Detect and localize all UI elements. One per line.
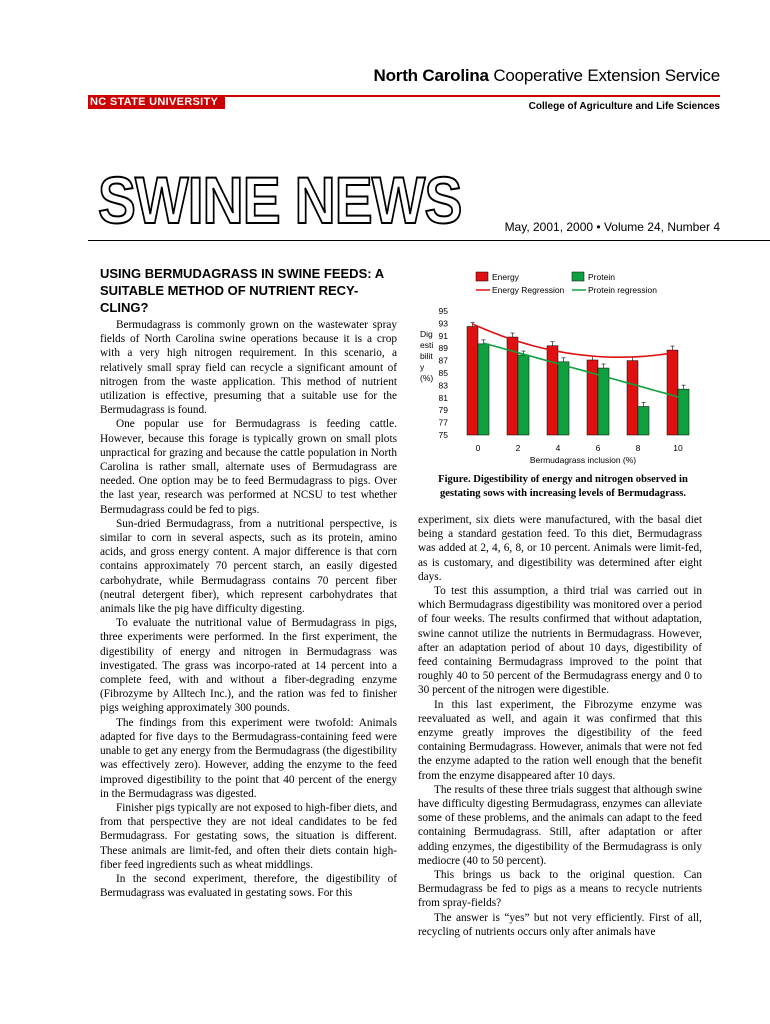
x-axis-title: Bermudagrass inclusion (%) <box>529 455 637 465</box>
y-tick-label: 77 <box>438 417 448 428</box>
article-column-right <box>418 513 702 939</box>
extension-service-title <box>374 66 720 86</box>
paragraph: Sun-dried Bermudagrass, from a nutritional perspective, is similar to corn in several aspects, such as its protein, amino acids, and gross energy content. A major difference is that corn contains approximately 70 percent starch, an easily digested carbohydrate, while Bermudagrass contains 70 percent fiber (neutral detergent fiber), which represent carbohydrates that animals like the pig have difficulty digesting. <box>100 517 397 616</box>
x-tick-label: 0 <box>475 443 481 453</box>
x-tick-label: 8 <box>635 443 641 453</box>
y-tick-label: 85 <box>438 368 448 378</box>
y-tick-label: 91 <box>438 330 448 341</box>
bar-energy <box>587 360 598 435</box>
paragraph: The answer is “yes” but not very efficiently. First of all, recycling of nutrients occurs only after animals have <box>418 911 702 938</box>
paragraph: experiment, six diets were manufactured, with the basal diet being a standard gestation feed. To this diet, Bermudagrass was added at 2, 4, 6, 8, or 10 percent. Animals were limit-fed, as is customary, and digestibility was determined after eight days. <box>418 514 702 583</box>
y-tick-label: 95 <box>438 306 448 316</box>
org-name-bold: North Carolina <box>373 66 489 85</box>
figure-caption: Figure. Digestibility of energy and nitrogen observed in gestating sows with increasing levels of Bermudagrass. <box>438 474 688 499</box>
header-red-rule <box>225 95 720 97</box>
y-axis-label-line: (%) <box>420 373 434 383</box>
university-logo-bar <box>88 95 225 109</box>
university-name: NC STATE UNIVERSITY <box>90 96 219 108</box>
x-tick-label: 6 <box>595 443 601 453</box>
y-tick-label: 87 <box>438 355 448 366</box>
legend-energy-label: Energy <box>492 272 519 282</box>
paragraph: Bermudagrass is commonly grown on the wastewater spray fields of North Carolina swine operations because it is a crop with a very high nitrogen requirement. In this scenario, a relatively small spray field can recycle a significant amount of nitrogen from the waste application. This method of nutrient utilization is effective, presuming that a suitable use for the Bermudagrass is found. <box>100 319 397 417</box>
y-axis-label-line: Dig <box>420 329 433 339</box>
x-tick-label: 10 <box>673 443 683 453</box>
legend-energy-regression-label: Energy Regression <box>492 285 565 295</box>
article-column-left <box>100 318 397 900</box>
college-name: College of Agriculture and Life Sciences <box>528 101 720 112</box>
masthead-title: SWINE NEWS <box>98 160 462 240</box>
bar-protein <box>638 406 649 435</box>
y-tick-label: 81 <box>438 392 448 403</box>
y-tick-label: 89 <box>438 343 448 354</box>
bar-energy <box>667 350 678 435</box>
legend-protein-label: Protein <box>588 272 615 282</box>
paragraph: To evaluate the nutritional value of Bermudagrass in pigs, three experiments were performed. In the first experiment, the digestibility of energy and nitrogen in Bermudagrass was investigated. The grass was incorpo-rated at 14 percent into a complete feed, with and without a fiber-degrading enzyme (Fibrozyme by Alltech Inc.), and the ration was fed to finisher pigs weighing approximately 300 pounds. <box>100 617 397 715</box>
paragraph: The findings from this experiment were twofold: Animals adapted for five days to the Bermudagrass-containing feed were unable to get any energy from the Bermudagrass (the digestibility was effectively zero). However, adding the enzyme to the feed improved digestibility to the point that 40 percent of the energy in the Bermudagrass was digested. <box>100 716 397 800</box>
legend-energy-swatch <box>476 272 488 281</box>
chart-svg <box>418 265 708 470</box>
paragraph: In the second experiment, therefore, the digestibility of Bermudagrass was evaluated in gestating sows. For this <box>100 872 397 900</box>
y-tick-label: 79 <box>438 405 448 416</box>
y-axis-label-line: esti <box>420 340 434 350</box>
y-tick-label: 75 <box>438 430 448 440</box>
y-tick-label: 83 <box>438 380 448 391</box>
regression-line-energy <box>473 324 673 357</box>
bar-energy <box>467 327 478 436</box>
x-tick-label: 4 <box>555 443 561 453</box>
bar-protein <box>678 389 689 435</box>
paragraph: Finisher pigs typically are not exposed to high-fiber diets, and from that perspective they are not ideal candidates to be fed Bermudagrass. For gestating sows, the situation is different. These animals are limit-fed, and often their diets contain high-fiber feed ingredients such as wheat middlings. <box>100 801 397 871</box>
org-name-rest: Cooperative Extension Service <box>488 66 720 85</box>
y-tick-label: 93 <box>438 318 448 329</box>
paragraph: This brings us back to the original question. Can Bermudagrass be fed to pigs as a means to recycle nutrients from spray-fields? <box>418 869 702 910</box>
paragraph: The results of these three trials suggest that although swine have difficulty digesting Bermudagrass, enzymes can alleviate some of these problems, and the animals can adapt to the feed containing Bermudagrass. Still, after adaptation or after adding enzymes, the digestibility of the Bermudagrass is only mediocre (40 to 50 percent). <box>418 783 702 867</box>
bar-protein <box>558 362 569 435</box>
legend-protein-regression-label: Protein regression <box>588 285 657 295</box>
article-title: USING BERMUDAGRASS IN SWINE FEEDS: A SUITABLE METHOD OF NUTRIENT RECY-CLING? <box>100 266 384 315</box>
chart-legend <box>476 272 657 295</box>
digestibility-chart <box>418 265 708 470</box>
legend-protein-swatch <box>572 272 584 281</box>
bar-energy <box>627 361 638 435</box>
y-axis-label-line: y <box>420 362 425 372</box>
bar-protein <box>478 344 489 435</box>
paragraph: In this last experiment, the Fibrozyme enzyme was reevaluated as well, and again it was confirmed that this enzyme greatly improves the digestibility of the feed containing Bermudagrass. However, animals that were not fed the enzyme adapted to the ration well enough that the benefit from the enzyme disappeared after 10 days. <box>418 698 702 782</box>
issue-info: May, 2001, 2000 • Volume 24, Number 4 <box>504 220 720 234</box>
bar-energy <box>547 346 558 435</box>
paragraph: One popular use for Bermudagrass is feeding cattle. However, because this forage is typically grown on small plots unpractical for grazing and because the cattle population in North Carolina is rather small, alternate uses of Bermudagrass are needed. One option may be to feed Bermudagrass to pigs. Over the last year, research was performed at NCSU to test whether Bermudagrass could be fed to pigs. <box>100 418 397 516</box>
bar-protein <box>518 355 529 435</box>
y-axis-label-line: bilit <box>420 351 433 361</box>
x-tick-label: 2 <box>515 443 521 453</box>
masthead-divider <box>88 240 770 241</box>
paragraph: To test this assumption, a third trial was carried out in which Bermudagrass digestibility was monitored over a period of four weeks. The results confirmed that without adaptation, swine cannot utilize the nutrients in Bermudagrass. However, after an adaptation period of about 10 days, digestibility of feed containing Bermudagrass improved to the point that roughly 40 to 50 percent of the Bermudagrass energy and 0 to 30 percent of the nitrogen were digestible. <box>418 585 702 697</box>
